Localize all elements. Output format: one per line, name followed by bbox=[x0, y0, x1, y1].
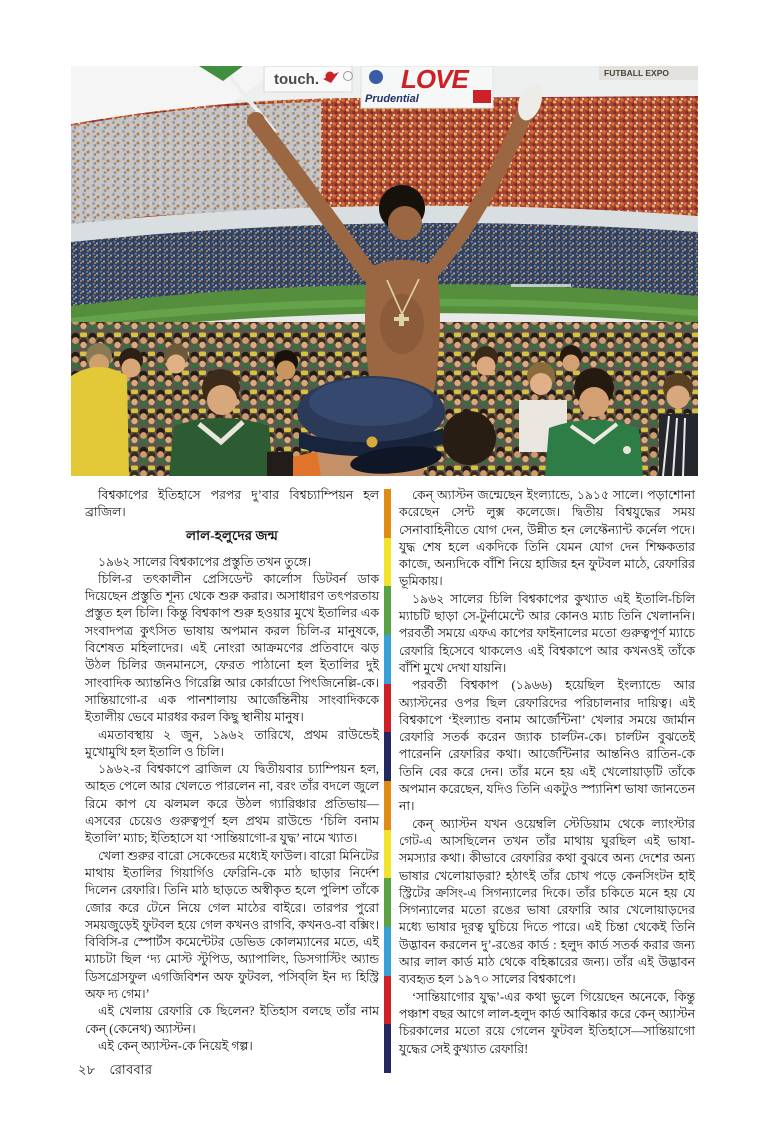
police-officer-cap bbox=[297, 376, 445, 476]
right-column bbox=[399, 487, 695, 1058]
column-divider bbox=[384, 489, 391, 1073]
pele-face bbox=[388, 206, 422, 240]
prudential-banner-text: Prudential bbox=[365, 93, 419, 105]
expo-banner-text: FUTBALL EXPO bbox=[604, 68, 670, 78]
touch-banner-text: touch. bbox=[274, 71, 319, 88]
curly-hair-head bbox=[442, 411, 496, 465]
page-number: ২৮ bbox=[78, 1062, 96, 1077]
paragraph: এই কেন্ অ্যাস্টন-কে নিয়েই গল্প। bbox=[98, 1038, 253, 1053]
love-banner-text: LOVE bbox=[401, 66, 468, 94]
ad-banner-touch bbox=[264, 66, 353, 92]
paragraph: এমতাবস্থায় ২ জুন, ১৯৬২ তারিখে, প্রথম রাউন্ডেই মুখোমুখি হল ইতালি ও চিলি। bbox=[85, 727, 379, 759]
left-column bbox=[85, 487, 379, 1055]
section-heading: লাল-হলুদের জন্ম bbox=[186, 527, 278, 543]
page-footer bbox=[78, 1061, 152, 1082]
stadium-photo-illustration bbox=[71, 66, 698, 476]
paragraph: কেন্ অ্যাস্টন জন্মেছেন ইংল্যান্ডে, ১৯১৫ সালে। পড়াশোনা করেছেন সেন্ট লুক্স কলেজে। দ্বিতীয় বিশ্বযুদ্ধের সময় সেনাবাহিনীতে যোগ দেন, উন্নীত হন লেফ্টেন্যান্ট কর্নেল পদে। যুদ্ধ শেষ হলে একদিকে তিনি যেমন যোগ দেন শিক্ষকতার কাজে, অন্যদিকে বাঁশি নিয়ে হাজির হন ফুটবল মাঠে, রেফারির ভূমিকায়। bbox=[399, 488, 695, 589]
paragraph: পরবর্তী বিশ্বকাপ (১৯৬৬) হয়েছিল ইংল্যান্ডে আর অ্যাস্টনের ওপর ছিল রেফারিদের পরিচালনার দায়িত্ব। এই বিশ্বকাপে ‘ইংল্যান্ড বনাম আর্জেন্টিনা’ খেলার সময়ে জার্মান রেফারি সতর্ক করেন জ্যাক চার্লটন-কে। চার্লটন বুঝতেই পারেননি রেফারির কথা। আর্জেন্টিনার আন্তনিও রাতিন-কে তিনি বের করে দেন। তাঁর মনে হয় এই খেলোয়াড়টি তাঁকে অপমান করেছেন, যদিও তিনি একটুও স্প্যানিশ ভাষা জানতেন না। bbox=[399, 678, 695, 814]
paragraph: ১৯৬২-র বিশ্বকাপে ব্রাজিল যে দ্বিতীয়বার চ্যাম্পিয়ন হল, আহত পেলে আর খেলতে পারলেন না, বরং তাঁর বদলে জুলে রিমে কাপ যে ঝলমল করে উঠল গ্যারিঞ্চার প্রতিভায়—এসবের চেয়েও গুরুত্বপূর্ণ হল প্রথম রাউন্ডে ‘চিলি বনাম ইতালি’ ম্যাচ; ইতিহাসে যা ‘সান্তিয়াগো-র যুদ্ধ’ নামে খ্যাত। bbox=[85, 762, 379, 846]
cap-badge bbox=[367, 437, 378, 448]
paragraph: ‘সান্তিয়াগোর যুদ্ধ’-এর কথা ভুলে গিয়েছেন অনেকে, কিন্তু পঞ্চাশ বছর আগে লাল-হলুদ কার্ড আবিষ্কার করে কেন্ অ্যাস্টন চিরকালের মতো রয়ে গেলেন ফুটবল ইতিহাসে—সান্তিয়াগো যুদ্ধের সেই কুখ্যাত রেফারি! bbox=[399, 989, 695, 1056]
paragraph: ১৯৬২ সালের চিলি বিশ্বকাপের কুখ্যাত এই ইতালি-চিলি ম্যাচটি ছাড়া সে-টুর্নামেন্টে আর কোনও ম্যাচ তিনি খেলাননি। পরবর্তী সময়ে এফএ কাপের ফাইনালের মতো গুরুত্বপূর্ণ ম্যাচে রেফারি হিসেবে থাকলেও এই বিশ্বকাপে আর কখনওই তাঁকে বাঁশি মুখে দেখা যায়নি। bbox=[399, 591, 695, 675]
celebration-photo bbox=[71, 66, 698, 476]
intro-paragraph: বিশ্বকাপের ইতিহাসে পরপর দু’বার বিশ্বচ্যাম্পিয়ন হল ব্রাজিল। bbox=[85, 488, 379, 520]
paragraph: খেলা শুরুর বারো সেকেন্ডের মধ্যেই ফাউল। বারো মিনিটের মাথায় ইতালির গিয়ার্গিও ফেরিনি-কে মাঠ ছাড়ার নির্দেশ দিলেন রেফারি। তিনি মাঠ ছাড়তে অস্বীকৃত হলে পুলিশ তাঁকে জোর করে টেনে নিয়ে গেল মাঠের বাইরে। তারপর পুরো সময়জুড়েই ফুটবল হয়ে গেল কখনও রাগবি, কখনও-বা বক্সিং। বিবিসি-র স্পোর্টস কমেন্টেটর ডেভিড কোলম্যানের মতে, এই ম্যাচটা ছিল ‘দ্য মোস্ট স্টুপিড, অ্যাপালিং, ডিসগাস্টিং অ্যান্ড ডিসগ্রেসফুল এগজিবিশন অফ ফুটবল, পসিব্‌লি ইন দ্য হিস্ট্রি অফ দ্য গেম।’ bbox=[85, 848, 379, 1002]
prudential-rock-logo bbox=[369, 70, 383, 84]
ad-banner-expo bbox=[599, 66, 698, 80]
magazine-name: রোববার bbox=[109, 1062, 153, 1077]
ad-banner-prudential bbox=[361, 66, 493, 108]
paragraph: চিলি-র তৎকালীন প্রেসিডেন্ট কার্লোস ডিটবর্ন ডাক দিয়েছেন প্রস্তুতি শূন্য থেকে শুরু করার। অসাধারণ তৎপরতায় প্রস্তুত হল চিলি। কিন্তু বিশ্বকাপ শুরু হওয়ার মুখে ইতালির এক সংবাদপত্র কুৎসিত ভাষায় অপমান করল চিলি-র মানুষকে, বিশেষত মহিলাদের। এই নোংরা আক্রমণের প্রতিবাদে ঝড় উঠল চিলির জনমানসে, ফেরত পাঠানো হল ইতালির দুই সাংবাদিক অ্যান্তনিও গিরেল্লি আর কোর্রাডো পিৎজিনেল্লি-কে। সান্তিয়াগো-র এক পানশালায় আর্জেন্তিনীয় সাংবাদিককে ইতালীয় ভেবে মারধর করল কিছু স্থানীয় মানুষ। bbox=[85, 571, 379, 725]
paragraph: ১৯৬২ সালের বিশ্বকাপের প্রস্তুতি তখন তুঙ্গে। bbox=[98, 554, 312, 569]
paragraph: এই খেলায় রেফারি কে ছিলেন? ইতিহাস বলছে তাঁর নাম কেন্ (কেনেথ) অ্যাস্টন। bbox=[85, 1004, 379, 1036]
paragraph: কেন্ অ্যাস্টন যখন ওয়েম্বলি স্টেডিয়াম থেকে ল্যাংস্টার গেট-এ আসছিলেন তখন তাঁর মাথায় ঘুরছিল এই ভাষা-সমস্যার কথা। কীভাবে রেফারির কথা বুঝবে অন্য দেশের অন্য ভাষার খেলোয়াড়রা? হঠাৎই তাঁর চোখ পড়ে কেনসিংটন হাই স্ট্রিটের ক্রসিং-এ সিগন্যালের দিকে। তাঁর চকিতে মনে হয় যে সিগন্যালের মতো রঙের ভাষা রেফারি আর খেলোয়াড়দের মধ্যে ভাষার দূরত্ব ঘুচিয়ে দিতে পারে। এই চিন্তা থেকেই তিনি উদ্ভাবন করলেন দু’-রঙের কার্ড : হলুদ কার্ড সতর্ক করার জন্য আর লাল কার্ড মাঠ থেকে বহিষ্কারের জন্য। তাঁর এই উদ্ভাবন ব্যবহৃত হল ১৯৭০ সালের বিশ্বকাপে। bbox=[399, 816, 695, 987]
